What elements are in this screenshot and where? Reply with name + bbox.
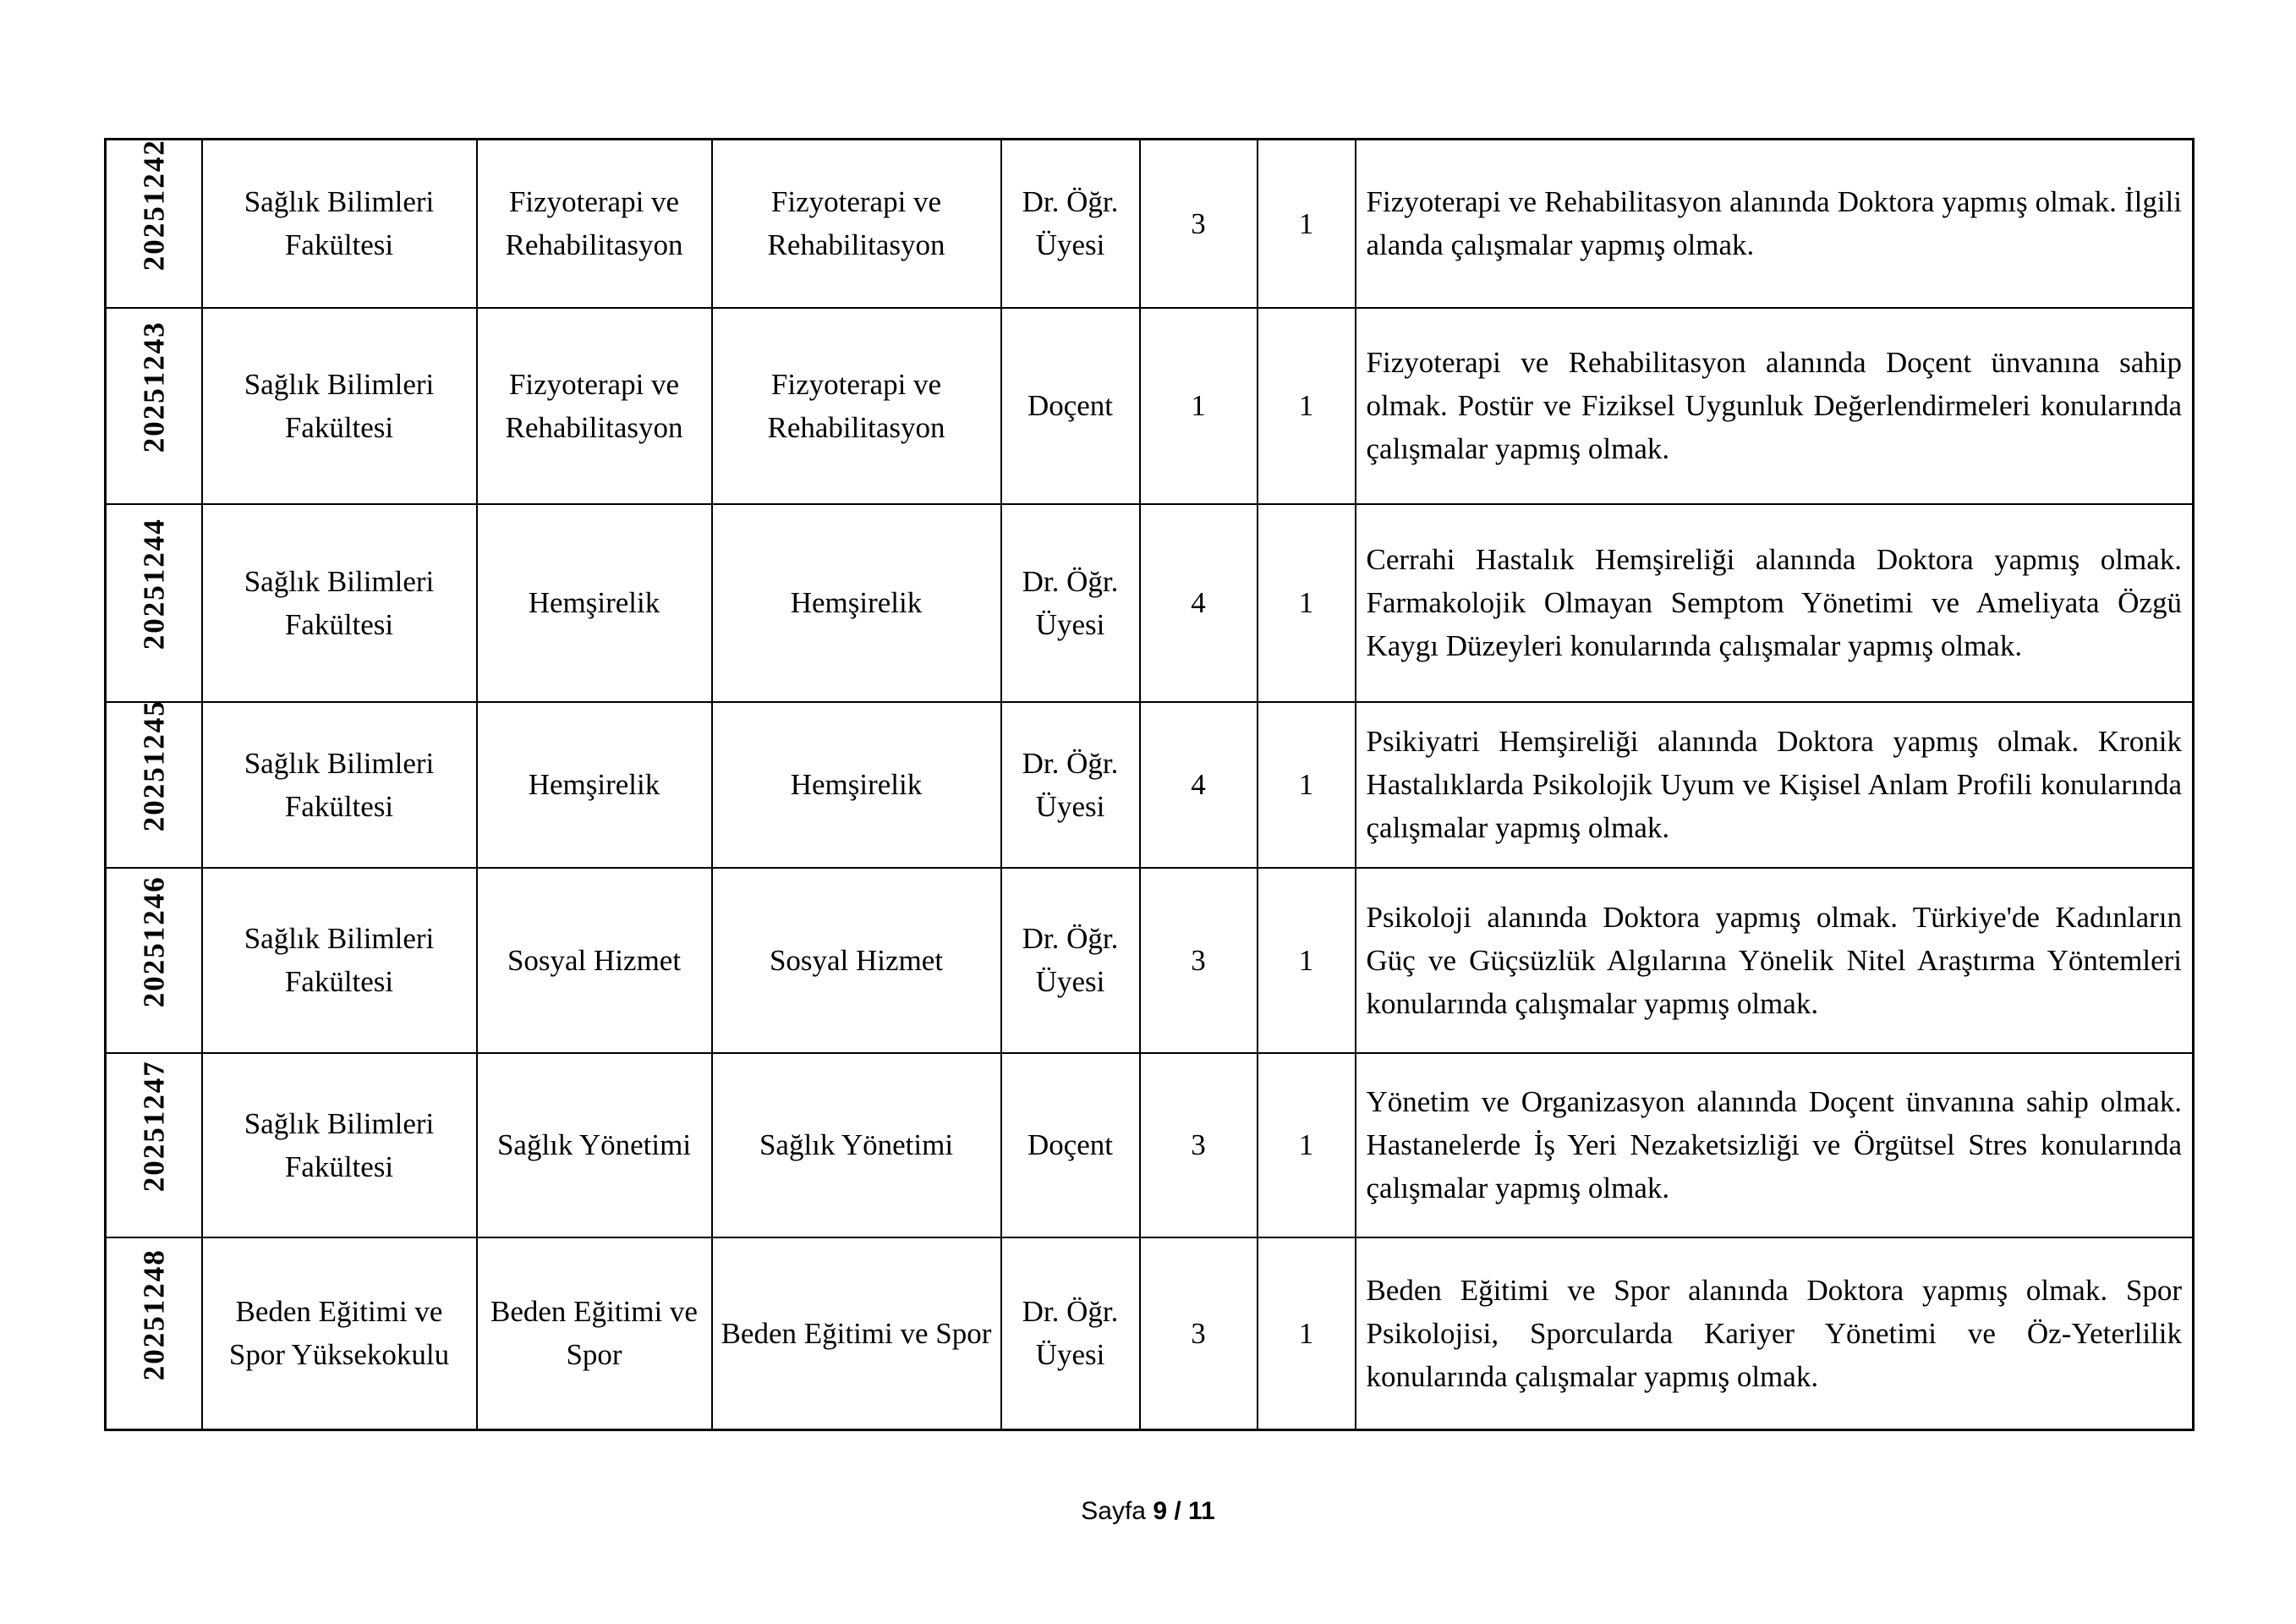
title-cell: Dr. Öğr. Üyesi (1001, 140, 1140, 308)
program-cell: Sağlık Yönetimi (712, 1053, 1001, 1237)
position-code (106, 1237, 202, 1430)
degree-cell: 3 (1140, 868, 1258, 1053)
department-cell: Sağlık Yönetimi (477, 1053, 712, 1237)
degree-cell: 4 (1140, 504, 1258, 702)
program-cell: Sosyal Hizmet (712, 868, 1001, 1053)
requirements-cell: Fizyoterapi ve Rehabilitasyon alanında Doktora yapmış olmak. İlgili alanda çalışmalar yapmış olmak. (1356, 140, 2194, 308)
department-cell: Fizyoterapi ve Rehabilitasyon (477, 308, 712, 504)
title-cell: Doçent (1001, 1053, 1140, 1237)
unit-cell: Sağlık Bilimleri Fakültesi (202, 702, 477, 868)
department-cell: Beden Eğitimi ve Spor (477, 1237, 712, 1430)
position-code-text: 20251245 (137, 700, 171, 832)
count-cell: 1 (1258, 308, 1356, 504)
position-code-text: 20251246 (137, 875, 171, 1007)
requirements-cell: Cerrahi Hastalık Hemşireliği alanında Doktora yapmış olmak. Farmakolojik Olmayan Semptom Yönetimi ve Ameliyata Özgü Kaygı Düzeyleri konularında çalışmalar yapmış olmak. (1356, 504, 2194, 702)
position-code (106, 702, 202, 868)
requirements-cell: Psikoloji alanında Doktora yapmış olmak. Türkiye'de Kadınların Güç ve Güçsüzlük Algılarına Yönelik Nitel Araştırma Yöntemleri konularında çalışmalar yapmış olmak. (1356, 868, 2194, 1053)
degree-cell: 4 (1140, 702, 1258, 868)
page-separator: / (1174, 1497, 1181, 1525)
position-code (106, 868, 202, 1053)
unit-cell: Sağlık Bilimleri Fakültesi (202, 308, 477, 504)
department-cell: Sosyal Hizmet (477, 868, 712, 1053)
title-cell: Dr. Öğr. Üyesi (1001, 504, 1140, 702)
count-cell: 1 (1258, 702, 1356, 868)
department-cell: Hemşirelik (477, 702, 712, 868)
requirements-cell: Fizyoterapi ve Rehabilitasyon alanında Doçent ünvanına sahip olmak. Postür ve Fiziksel Uygunluk Değerlendirmeleri konularında çalışmalar yapmış olmak. (1356, 308, 2194, 504)
title-cell: Dr. Öğr. Üyesi (1001, 702, 1140, 868)
count-cell: 1 (1258, 868, 1356, 1053)
position-code (106, 504, 202, 702)
position-code-text: 20251244 (137, 518, 171, 650)
position-code (106, 308, 202, 504)
position-code-text: 20251247 (137, 1060, 171, 1193)
program-cell: Hemşirelik (712, 504, 1001, 702)
count-cell: 1 (1258, 504, 1356, 702)
program-cell: Fizyoterapi ve Rehabilitasyon (712, 308, 1001, 504)
degree-cell: 3 (1140, 1053, 1258, 1237)
page-footer (0, 1497, 2296, 1526)
table-row (106, 1237, 2194, 1430)
position-code (106, 1053, 202, 1237)
table-row (106, 1053, 2194, 1237)
title-cell: Dr. Öğr. Üyesi (1001, 868, 1140, 1053)
unit-cell: Sağlık Bilimleri Fakültesi (202, 1053, 477, 1237)
table-row (106, 308, 2194, 504)
page-total: 11 (1188, 1497, 1215, 1525)
count-cell: 1 (1258, 1237, 1356, 1430)
table-row (106, 504, 2194, 702)
title-cell: Doçent (1001, 308, 1140, 504)
table-row (106, 140, 2194, 308)
degree-cell: 1 (1140, 308, 1258, 504)
page-label: Sayfa (1081, 1497, 1146, 1525)
unit-cell: Sağlık Bilimleri Fakültesi (202, 504, 477, 702)
unit-cell: Beden Eğitimi ve Spor Yüksekokulu (202, 1237, 477, 1430)
program-cell: Hemşirelik (712, 702, 1001, 868)
position-code-text: 20251242 (137, 139, 171, 271)
page-number: 9 (1153, 1497, 1167, 1525)
department-cell: Hemşirelik (477, 504, 712, 702)
requirements-cell: Yönetim ve Organizasyon alanında Doçent ünvanına sahip olmak. Hastanelerde İş Yeri Nezaketsizliği ve Örgütsel Stres konularında çalışmalar yapmış olmak. (1356, 1053, 2194, 1237)
department-cell: Fizyoterapi ve Rehabilitasyon (477, 140, 712, 308)
requirements-cell: Beden Eğitimi ve Spor alanında Doktora yapmış olmak. Spor Psikolojisi, Sporcularda Kariyer Yönetimi ve Öz-Yeterlilik konularında çalışmalar yapmış olmak. (1356, 1237, 2194, 1430)
title-cell: Dr. Öğr. Üyesi (1001, 1237, 1140, 1430)
unit-cell: Sağlık Bilimleri Fakültesi (202, 140, 477, 308)
requirements-cell: Psikiyatri Hemşireliği alanında Doktora yapmış olmak. Kronik Hastalıklarda Psikolojik Uyum ve Kişisel Anlam Profili konularında çalışmalar yapmış olmak. (1356, 702, 2194, 868)
degree-cell: 3 (1140, 1237, 1258, 1430)
positions-table (104, 138, 2195, 1431)
count-cell: 1 (1258, 140, 1356, 308)
table-row (106, 868, 2194, 1053)
program-cell: Fizyoterapi ve Rehabilitasyon (712, 140, 1001, 308)
program-cell: Beden Eğitimi ve Spor (712, 1237, 1001, 1430)
unit-cell: Sağlık Bilimleri Fakültesi (202, 868, 477, 1053)
position-code (106, 140, 202, 308)
degree-cell: 3 (1140, 140, 1258, 308)
count-cell: 1 (1258, 1053, 1356, 1237)
table-row (106, 702, 2194, 868)
position-code-text: 20251243 (137, 321, 171, 453)
position-code-text: 20251248 (137, 1248, 171, 1380)
